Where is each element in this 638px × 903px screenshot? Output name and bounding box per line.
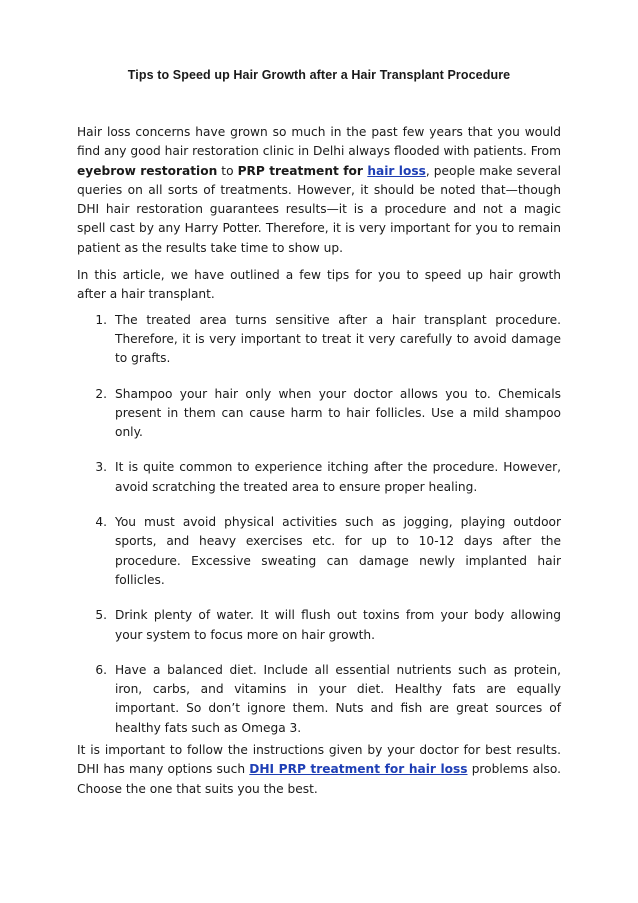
tip-text: It is quite common to experience itching after the procedure. However, avoid scratching the treated area to ensure proper healing.: [115, 460, 561, 494]
tip-number: 1.: [95, 312, 107, 327]
tip-text: The treated area turns sensitive after a hair transplant procedure. Therefore, it is very important to treat it very carefully to avoid damage to grafts.: [115, 312, 561, 366]
closing-text-2: problems also. Choose the one that suits you the best.: [77, 762, 561, 796]
tip-number: 4.: [95, 515, 107, 530]
tip-number: 5.: [95, 608, 107, 623]
dhi-prp-treatment-link[interactable]: DHI PRP treatment for hair loss: [249, 762, 468, 777]
tip-text: Have a balanced diet. Include all essential nutrients such as protein, iron, carbs, and vitamins in your diet. Healthy fats are equally important. So don’t ignore them. Nuts and fish are great sources of healthy fats such as Omega 3.: [115, 662, 561, 735]
intro-bold-prp-treatment: PRP treatment for: [237, 163, 368, 178]
intro-text-1: Hair loss concerns have grown so much in the past few years that you would find any good hair restoration clinic in Delhi always flooded with patients. From: [77, 125, 561, 159]
tip-item: [77, 606, 561, 645]
tips-list: [77, 311, 561, 738]
intro-text-3: , people make several queries on all sorts of treatments. However, it should be noted that—though DHI hair restoration guarantees results—it is a procedure and not a magic spell cast by any Harry Potter. Therefore, it is very important for you to remain patient as the results take time to show up.: [77, 163, 562, 255]
document-page: [77, 68, 561, 799]
lead-paragraph: In this article, we have outlined a few tips for you to speed up hair growth after a hair transplant.: [77, 268, 561, 302]
tip-text: Drink plenty of water. It will flush out toxins from your body allowing your system to focus more on hair growth.: [115, 608, 561, 642]
tip-item: [77, 661, 561, 738]
tip-item: [77, 385, 561, 443]
tip-number: 3.: [95, 460, 107, 475]
tip-text: You must avoid physical activities such as jogging, playing outdoor sports, and heavy exercises etc. for up to 10-12 days after the procedure. Excessive sweating can damage newly implanted hair follicles.: [115, 515, 561, 587]
closing-paragraph: [77, 741, 561, 799]
intro-text-2: to: [217, 163, 238, 178]
hair-loss-link[interactable]: hair loss: [367, 163, 426, 178]
document-title: Tips to Speed up Hair Growth after a Hair Transplant Procedure: [127, 68, 511, 82]
intro-bold-eyebrow-restoration: eyebrow restoration: [77, 163, 218, 178]
tip-number: 2.: [95, 386, 107, 401]
tip-item: [77, 513, 561, 590]
intro-paragraph: [77, 123, 561, 258]
tip-item: [77, 311, 561, 369]
tip-text: Shampoo your hair only when your doctor allows you to. Chemicals present in them can cause harm to hair follicles. Use a mild shampoo only.: [115, 386, 561, 440]
closing-text-1: It is important to follow the instructions given by your doctor for best results. DHI has many options such: [77, 743, 561, 777]
tip-item: [77, 458, 561, 497]
tip-number: 6.: [95, 662, 107, 677]
